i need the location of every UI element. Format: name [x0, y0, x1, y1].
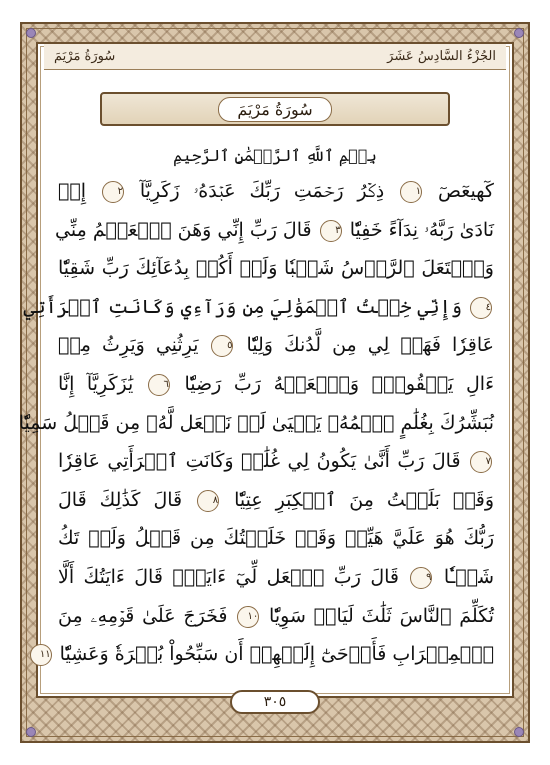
verse-text: نَادَىٰ رَبَّهُۥ نِدَآءً خَفِيّٗا [349, 218, 494, 241]
ayah-marker: ٩ [410, 567, 432, 589]
verse-line-6 [58, 365, 494, 404]
verse-line-12 [58, 597, 494, 636]
corner-ornament-top-right [514, 28, 524, 38]
corner-ornament-top-left [26, 28, 36, 38]
verse-text: إِذۡ [58, 180, 87, 202]
verse-text: قَالَ رَبِّ إِنِّي وَهَنَ ٱلۡعَظۡمُ مِنِّي [55, 218, 312, 241]
verse-line-3 [58, 249, 494, 288]
verse-line-4 [23, 288, 494, 327]
verse-text: قَالَ رَبِّ أَنَّىٰ يَكُونُ لِي غُلَٰمٞ وَكَانَتِ ٱمۡرَأَتِي عَاقِرٗا [58, 450, 461, 473]
verse-line-5 [58, 326, 494, 365]
verse-text: فَخَرَجَ عَلَىٰ قَوۡمِهِۦ مِنَ [58, 604, 228, 627]
verse-line-2 [55, 211, 494, 250]
ayah-marker: ٦ [148, 374, 170, 396]
verse-line-13 [39, 635, 494, 674]
ayah-marker: ٧ [470, 451, 492, 473]
ayah-marker: ١ [400, 181, 422, 203]
ayah-marker: ١٠ [237, 606, 259, 628]
verse-line-9 [58, 481, 494, 520]
verse-lines [18, 172, 495, 674]
verse-text: نُبَشِّرُكَ بِغُلَٰمٍ ٱسۡمُهُۥ يَحۡيَىٰ لَمۡ نَجۡعَل لَّهُۥ مِن قَبۡلُ سَمِيّٗا [18, 411, 494, 434]
verse-text: وَٱشۡتَعَلَ ٱلرَّأۡسُ شَيۡبٗا وَلَمۡ أَكُنۢ بِدُعَآئِكَ رَبِّ شَقِيّٗا [58, 257, 494, 280]
verse-text: وَإِنِّي خِفۡتُ ٱلۡمَوَٰلِيَ مِن وَرَآءِي وَكَانَتِ ٱمۡرَأَتِي [23, 295, 462, 318]
verse-line-1 [58, 172, 494, 211]
verse-line-11 [58, 558, 494, 597]
verse-text: قَالَ رَبِّ ٱجۡعَل لِّيٓ ءَايَةٗۖ قَالَ ءَايَتُكَ أَلَّا [58, 565, 399, 588]
verse-text: كٓهيعٓصٓ [438, 180, 494, 202]
verse-text: ءَالِ يَعۡقُوبَۖ وَٱجۡعَلۡهُ رَبِّ رَضِيّٗا [184, 372, 495, 395]
verse-text: ٱلۡمِحۡرَابِ فَأَوۡحَىٰٓ إِلَيۡهِمۡ أَن سَبِّحُواْ بُكۡرَةٗ وَعَشِيّٗا [59, 643, 494, 666]
verse-text: شَيۡـٔٗا [443, 565, 494, 588]
ayah-marker: ٨ [197, 490, 219, 512]
verse-line-7 [18, 404, 494, 443]
ayah-marker: ٣ [320, 220, 342, 242]
verse-text: ذِكۡرُ رَحۡمَتِ رَبِّكَ عَبۡدَهُۥ زَكَرِيَّآ [139, 180, 385, 202]
verse-text: تُكَلِّمَ ٱلنَّاسَ ثَلَٰثَ لَيَالٖ سَوِيّٗا [269, 604, 494, 627]
corner-ornament-bottom-right [514, 727, 524, 737]
ayah-marker: ٤ [470, 297, 492, 319]
surah-title: سُورَةُ مَرْيَمَ [218, 97, 331, 122]
verse-text: يَرِثُنِي وَيَرِثُ مِنۡ [58, 334, 199, 357]
running-header [44, 44, 506, 70]
page-number: ٣٠٥ [230, 690, 320, 714]
verse-text: رَبُّكَ هُوَ عَلَيَّ هَيِّنٞ وَقَدۡ خَلَقۡتُكَ مِن قَبۡلُ وَلَمۡ تَكُ [58, 527, 494, 550]
corner-ornament-bottom-left [26, 727, 36, 737]
verse-line-8 [58, 442, 494, 481]
ayah-marker: ١١ [30, 644, 52, 666]
verse-text: وَقَدۡ بَلَغۡتُ مِنَ ٱلۡكِبَرِ عِتِيّٗا [234, 488, 494, 511]
juz-label: الجُزْءُ السَّادِسُ عَشَرَ [387, 49, 496, 64]
surah-banner [100, 92, 450, 126]
verse-text: يَٰزَكَرِيَّآ إِنَّا [58, 372, 134, 395]
ayah-marker: ٢ [102, 181, 124, 203]
verse-line-10 [58, 519, 494, 558]
ayah-marker: ٥ [211, 335, 233, 357]
basmala: بِسۡمِ ٱللَّهِ ٱلرَّحۡمَٰنِ ٱلرَّحِيمِ [173, 146, 377, 165]
surah-header-label: سُورَةُ مَرْيَمَ [54, 49, 116, 64]
verse-text: قَالَ كَذَٰلِكَ قَالَ [58, 488, 183, 511]
verse-text: عَاقِرٗا فَهَبۡ لِي مِن لَّدُنكَ وَلِيّٗا [246, 334, 494, 357]
